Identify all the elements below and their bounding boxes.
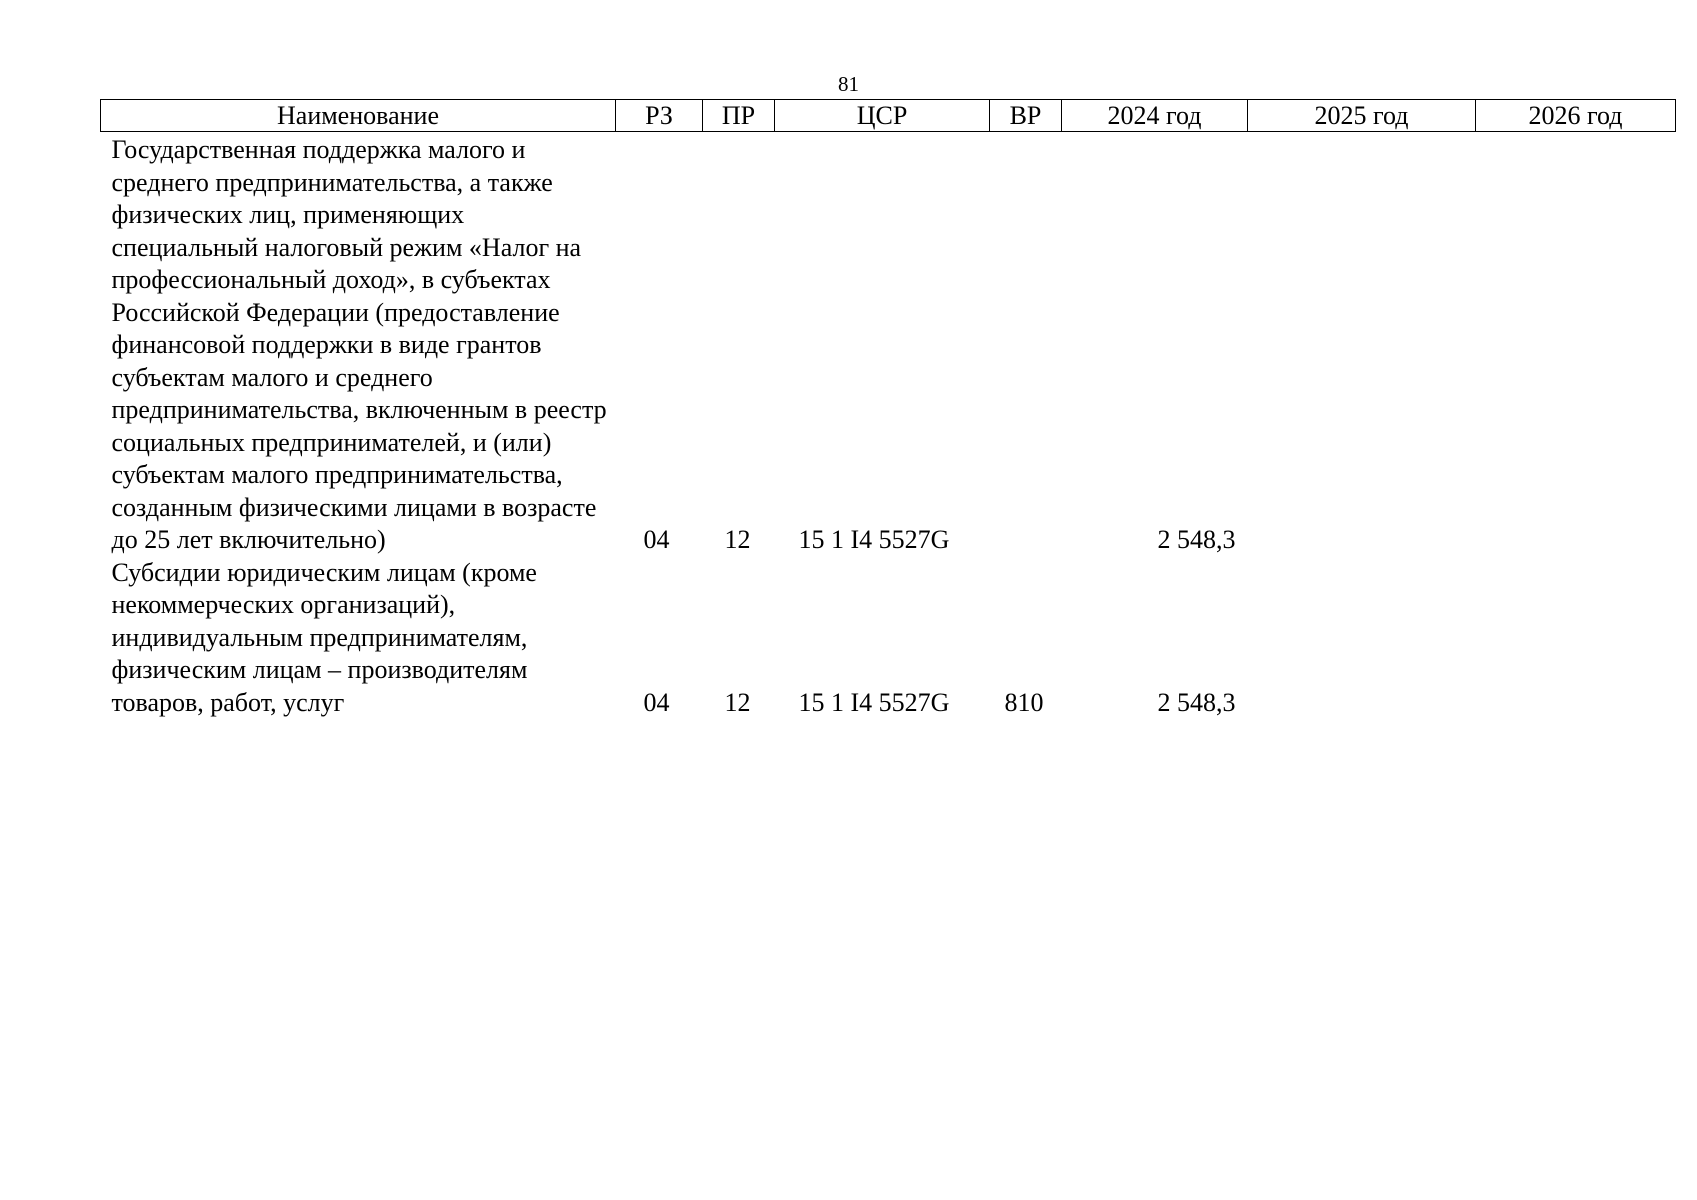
table-body bbox=[101, 132, 1676, 720]
header-name: Наименование bbox=[101, 100, 616, 132]
header-vr: ВР bbox=[990, 100, 1062, 132]
row-name: Субсидии юридическим лицам (кроме некоммерческих организаций), индивидуальным предпринимателям, физическим лицам – производителям товаров, работ, услуг bbox=[111, 557, 537, 717]
row-amount-2024: 2 548,3 bbox=[1157, 687, 1236, 717]
row-name: Государственная поддержка малого и среднего предпринимательства, а также физических лиц, применяющих специальный налоговый режим «Налог на профессиональный доход», в субъектах Российской Федерации (предоставление финансовой поддержки в виде грантов субъектам малого и среднего предпринимательства, включенным в реестр социальных предпринимателей, и (или) субъектам малого предпринимательства, созданным физическими лицами в возрасте до 25 лет включительно) bbox=[111, 135, 607, 554]
row-vr bbox=[990, 132, 1062, 557]
row-amount-2026 bbox=[1476, 132, 1676, 557]
table-row bbox=[101, 132, 1676, 557]
header-2025: 2025 год bbox=[1248, 100, 1476, 132]
row-amount-2024: 2 548,3 bbox=[1157, 525, 1236, 554]
row-csr: 15 1 I4 5527G bbox=[798, 525, 950, 554]
table-row bbox=[101, 557, 1676, 720]
header-pr: ПР bbox=[703, 100, 775, 132]
row-pr: 12 bbox=[724, 687, 751, 717]
row-rz: 04 bbox=[643, 525, 670, 554]
page-number: 81 bbox=[838, 72, 859, 96]
header-2026: 2026 год bbox=[1476, 100, 1676, 132]
row-amount-2025 bbox=[1248, 132, 1476, 557]
header-rz: РЗ bbox=[616, 100, 703, 132]
table-header bbox=[101, 100, 1676, 132]
row-pr: 12 bbox=[724, 525, 751, 554]
row-amount-2026 bbox=[1476, 557, 1676, 720]
header-csr: ЦСР bbox=[775, 100, 990, 132]
header-2024: 2024 год bbox=[1062, 100, 1248, 132]
header-row bbox=[101, 100, 1676, 132]
budget-table bbox=[100, 99, 1676, 719]
row-vr: 810 bbox=[1004, 687, 1044, 717]
row-rz: 04 bbox=[643, 687, 670, 717]
row-amount-2025 bbox=[1248, 557, 1476, 720]
row-csr: 15 1 I4 5527G bbox=[798, 687, 950, 717]
